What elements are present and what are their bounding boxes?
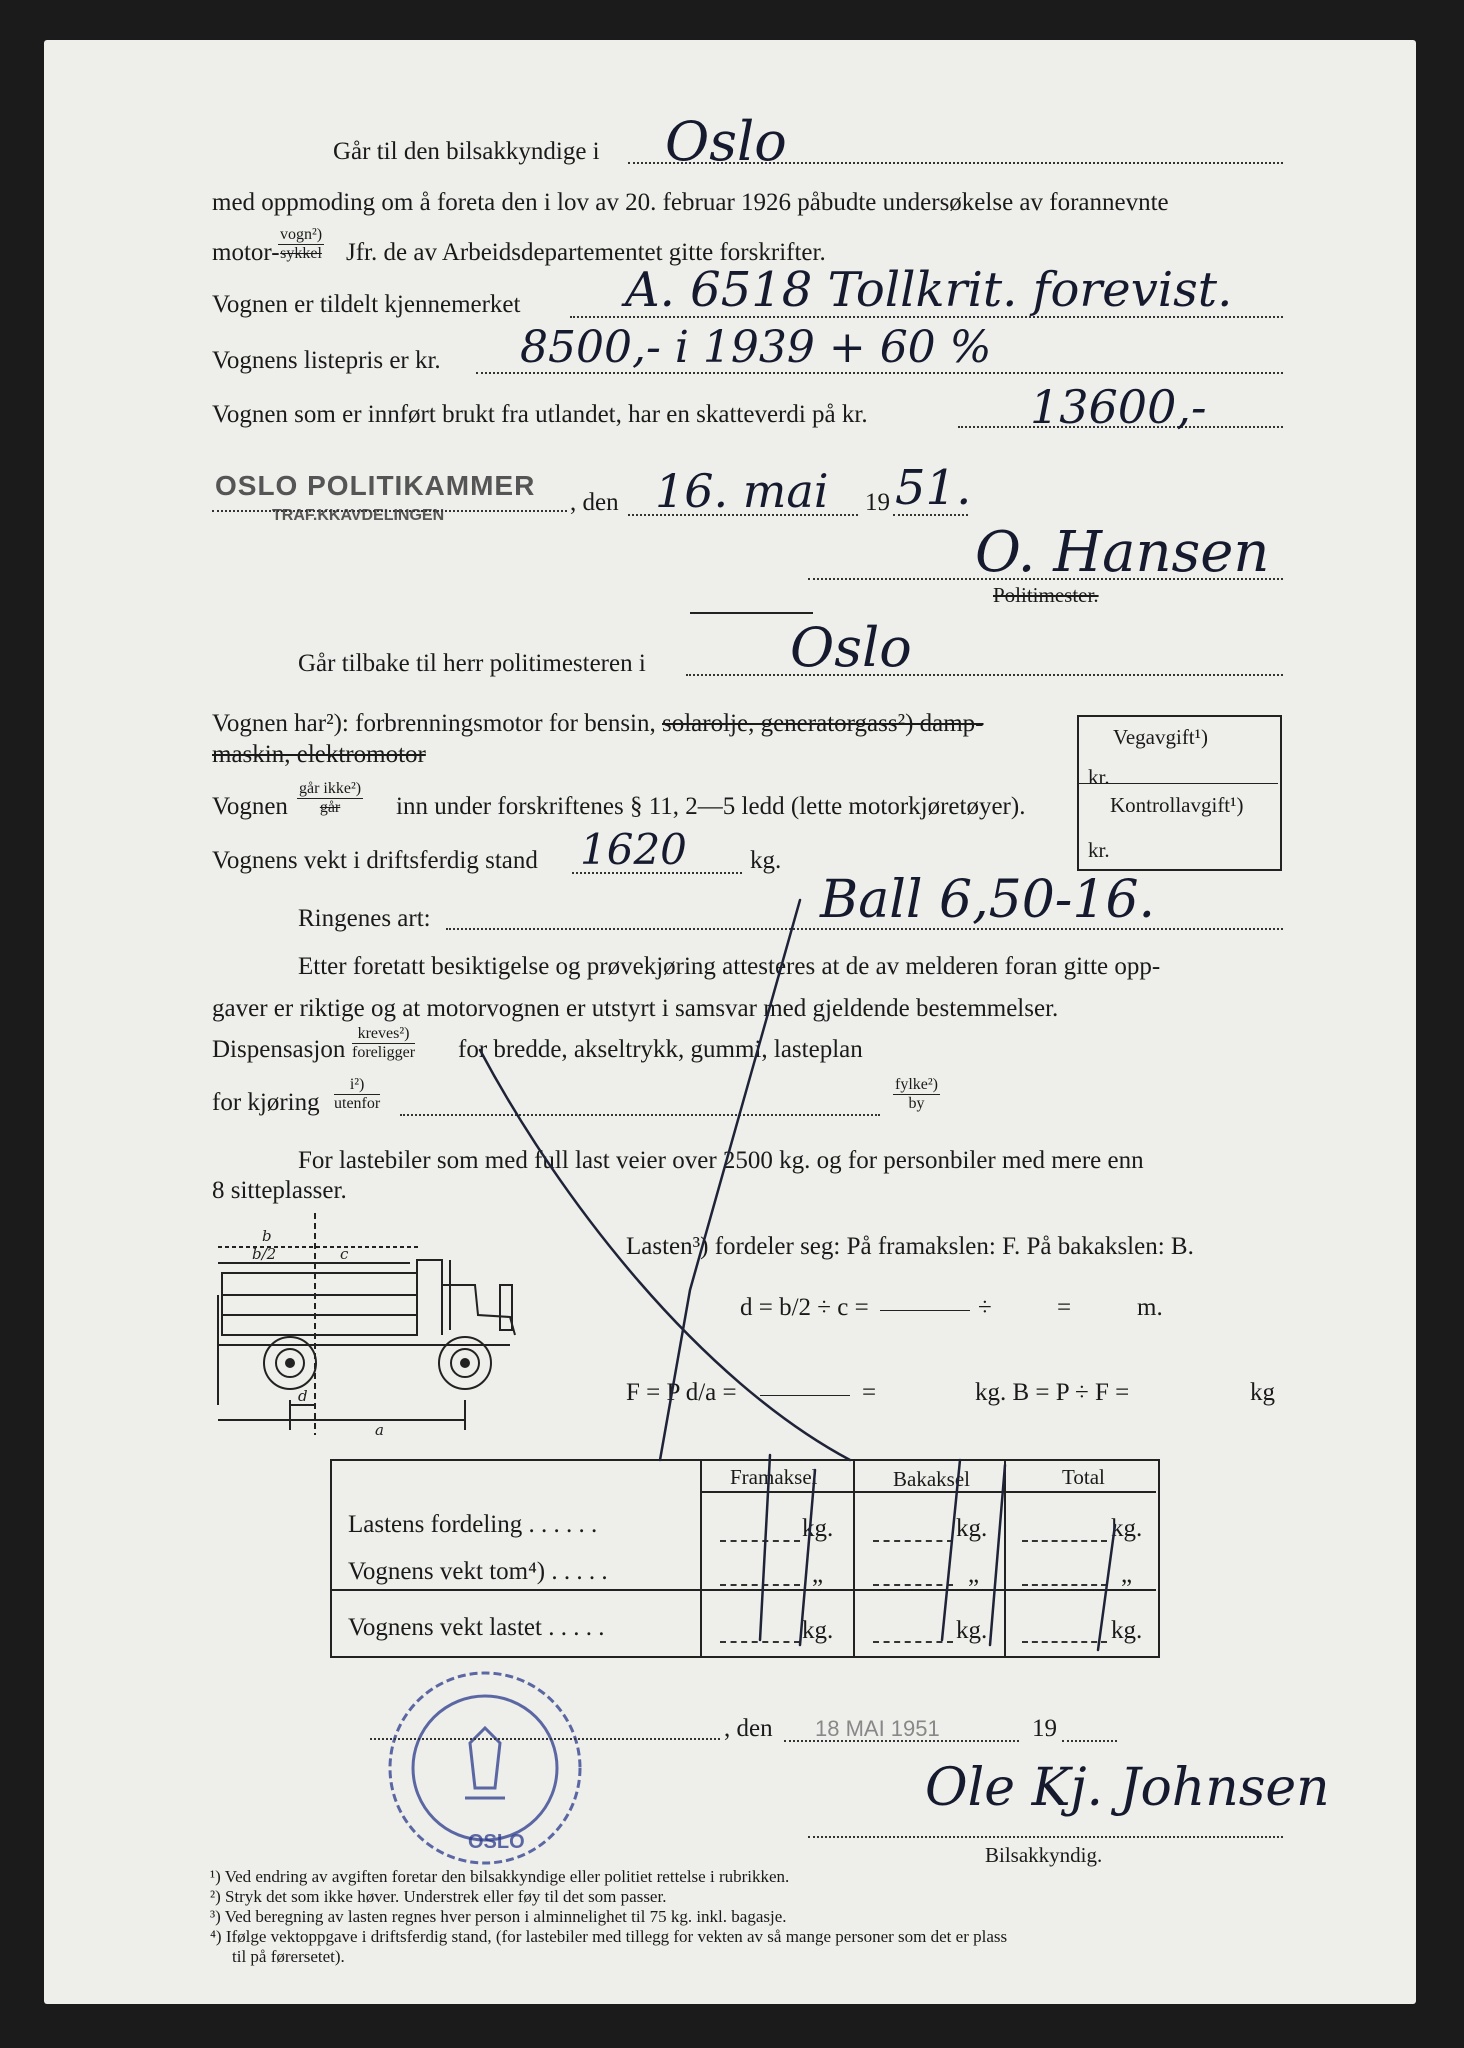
row-lastens-fordeling: Lastens fordeling . . . . . . [348,1511,598,1538]
bilsakkyndig-city-value: Oslo [665,110,787,173]
listepris-label: Vognens listepris er kr. [212,347,441,374]
sykkel-option: sykkel [280,245,322,262]
ringer-value: Ball 6,50-16. [820,870,1156,930]
kjennemerke-value: A. 6518 Tollkrit. forevist. [625,262,1233,318]
foreligger-option: foreligger [352,1044,416,1061]
footnote-1: ¹) Ved endring av avgiften foretar den bilsakkyndige eller politiet rettelse i rubrikken. [210,1867,790,1886]
police-stamp-line2: TRAF.KKAVDELINGEN [272,507,445,524]
footnote-2: ²) Stryk det som ikke høver. Understrek eller føy til det som passer. [210,1887,667,1906]
footnote-3: ³) Ved beregning av lasten regnes hver person i alminnelighet til 75 kg. inkl. bagasje. [210,1907,787,1926]
vegavgift-label: Vegavgift¹) [1113,725,1208,749]
vekt-unit: kg. [750,847,782,874]
vogn-option: vogn²) [280,226,323,243]
utenfor-option: utenfor [334,1095,381,1112]
dispensasjon-suffix: for bredde, akseltrykk, gummi, lasteplan [458,1036,863,1063]
closing-year-prefix: 19 [1032,1715,1057,1742]
skatteverdi-value: 13600,- [1030,380,1207,434]
kjennemerke-label: Vognen er tildelt kjennemerket [212,291,521,318]
motor-prefix: motor- [212,239,280,266]
footnote-4-continued: til på førersetet). [232,1947,345,1966]
motor-bensin-text: Vognen har²): forbrenningsmotor for bensin, [212,710,656,737]
skatteverdi-label: Vognen som er innført brukt fra utlandet, har en skatteverdi på kr. [212,401,868,428]
formula-f-equals: = [862,1379,877,1406]
row2-col3-unit: „ [1121,1561,1133,1588]
motor-struck-options: solarolje, generatorgass²) damp- [662,710,984,737]
bilsakkyndig-signature: Ole Kj. Johnsen [925,1758,1330,1818]
seal-text: OSLO [468,1831,525,1853]
attest-line2: gaver er riktige og at motorvognen er utstyrt i samsvar med gjeldende bestemmelser. [212,995,1059,1022]
politimester-title: Politimester. [993,583,1099,607]
vekt-value: 1620 [580,825,687,874]
row2-col2-unit: „ [968,1561,980,1588]
gaar-ikke-option: går ikke²) [299,780,362,797]
bilsakkyndig-title: Bilsakkyndig. [985,1843,1103,1867]
formula-b: kg. B = P ÷ F = [975,1379,1130,1406]
ringer-label: Ringenes art: [298,905,431,932]
i-option: i²) [334,1076,380,1095]
footnote-4: ⁴) Ifølge vektoppgave i driftsferdig stand, (for lastebiler med tillegg for vekten av så mange personer som det er plass [210,1927,1008,1946]
by-option: by [908,1095,925,1112]
forskrifter-text: Jfr. de av Arbeidsdepartementet gitte forskrifter. [346,239,826,266]
row1-col2-unit: kg. [956,1515,988,1542]
gaar-prefix: Vognen [212,793,288,820]
bilsakkyndig-label: Går til den bilsakkyndige i [333,138,600,165]
police-den-label: , den [570,489,619,516]
vekt-label: Vognens vekt i driftsferdig stand [212,847,538,874]
row3-col1-unit: kg. [802,1617,834,1644]
fylke-option: fylke²) [895,1076,938,1093]
formula-f: F = P d/a = [626,1379,737,1406]
formula-d-unit: m. [1137,1294,1163,1321]
diagram-label-b-half: b/2 [252,1245,277,1263]
gaar-option: går [319,799,341,816]
official-seal [380,1658,600,1878]
diagram-label-b: b [262,1227,272,1245]
diagram-label-d: d [298,1387,308,1405]
closing-date-stamp: 18 MAI 1951 [815,1716,940,1741]
row3-col3-unit: kg. [1111,1617,1143,1644]
police-year-prefix: 19 [865,489,890,516]
row1-col3-unit: kg. [1111,1515,1143,1542]
diagram-label-c: c [340,1245,349,1263]
row2-col1-unit: „ [812,1561,824,1588]
closing-den-label: , den [724,1715,773,1742]
lastebil-line2: 8 sitteplasser. [212,1177,347,1204]
diagram-label-a: a [375,1421,384,1439]
row-vognens-vekt-tom: Vognens vekt tom⁴) . . . . . [348,1558,608,1585]
formula-d-equals: = [1057,1294,1072,1321]
table-header-framaksel: Framaksel [730,1465,818,1489]
row-vognens-vekt-lastet: Vognens vekt lastet . . . . . [348,1614,605,1641]
lastebil-line1: For lastebiler som med full last veier over 2500 kg. og for personbiler med mere enn [298,1147,1144,1174]
motor-line2-struck: maskin, elektromotor [212,741,426,768]
formula-b-unit: kg [1250,1379,1275,1406]
kontrollavgift-kr: kr. [1088,838,1110,862]
closing-place-line [370,1738,720,1740]
kreves-option: kreves²) [352,1025,415,1044]
request-text: med oppmoding om å foreta den i lov av 20. februar 1926 påbudte undersøkelse av forannevnte [212,189,1169,216]
table-header-bakaksel: Bakaksel [893,1467,970,1491]
attest-line1: Etter foretatt besiktigelse og prøvekjøring attesteres at de av melderen foran gitte opp- [298,953,1161,980]
formula-d: d = b/2 ÷ c = [740,1294,869,1321]
return-city-value: Oslo [790,616,912,679]
return-label: Går tilbake til herr politimesteren i [298,650,646,677]
row3-col2-unit: kg. [956,1617,988,1644]
kjoring-prefix: for kjøring [212,1089,320,1116]
listepris-value: 8500,- i 1939 + 60 % [520,322,992,373]
police-year-value: 51. [895,460,972,516]
closing-year-line [1062,1740,1117,1742]
table-header-total: Total [1062,1465,1105,1489]
dispensasjon-prefix: Dispensasjon [212,1036,346,1063]
kontrollavgift-label: Kontrollavgift¹) [1110,793,1244,817]
gaar-suffix: inn under forskriftenes § 11, 2—5 ledd (lette motorkjøretøyer). [396,793,1026,820]
lasten-text: Lasten³) fordeler seg: På framakslen: F. På bakakslen: B. [626,1233,1194,1260]
vegavgift-kr: kr. [1088,765,1110,789]
formula-d-divide: ÷ [978,1294,992,1321]
police-date-value: 16. mai [655,464,829,518]
police-stamp-line1: OSLO POLITIKAMMER [215,470,536,501]
police-signature: O. Hansen [975,520,1270,585]
row1-col1-unit: kg. [802,1515,834,1542]
bilsakkyndig-signature-line [808,1836,1283,1838]
